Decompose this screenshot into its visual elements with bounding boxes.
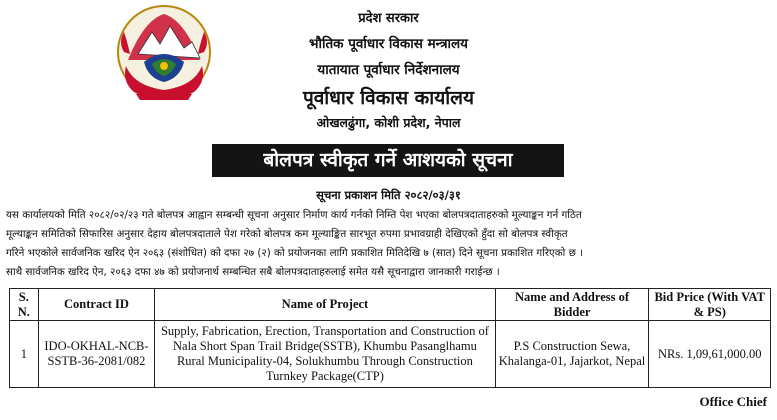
bid-table (9, 288, 771, 388)
header-bidder: Name and Address of Bidder (495, 289, 649, 321)
header-contract-id: Contract ID (38, 289, 155, 321)
office-chief-signoff: Office Chief (699, 394, 767, 409)
cell-project: Supply, Fabrication, Erection, Transportation and Construction of Nala Short Span Trail Bridge(SSTB), Khumbu Pasanglhamu Rural Municipality-04, Solukhumbu Through Construction Turnkey Package(CTP) (155, 321, 495, 388)
header-province-government: प्रदेश सरकार (358, 11, 419, 26)
header-office-name: पूर्वाधार विकास कार्यालय (302, 87, 475, 109)
cell-sn: 1 (10, 321, 39, 388)
header-directorate: यातायात पूर्वाधार निर्देशनालय (317, 62, 460, 78)
header-ministry: भौतिक पूर्वाधार विकास मन्त्रालय (308, 36, 469, 52)
notice-paragraph (6, 206, 772, 282)
cell-bid-price: NRs. 1,09,61,000.00 (649, 321, 771, 388)
notice-title-banner: बोलपत्र स्वीकृत गर्ने आशयको सूचना (212, 144, 564, 177)
paragraph-line: गरिने भएकोले सार्वजनिक खरिद ऐन २०६३ (संशोधित) को दफा २७ (२) को प्रयोजनका लागि प्रकाशित मितिदेखि ७ (सात) दिने सूचना प्रकाशित गरिएको छ । (6, 247, 583, 259)
cell-bidder: P.S Construction Sewa, Khalanga-01, Jajarkot, Nepal (495, 321, 649, 388)
header-sn: S. N. (10, 289, 39, 321)
header-bid-price: Bid Price (With VAT & PS) (649, 289, 771, 321)
cell-contract-id: IDO-OKHAL-NCB-SSTB-36-2081/082 (38, 321, 155, 388)
paragraph-line: साथै सार्वजनिक खरिद ऐन, २०६३ दफा ४७ को प्रयोजनार्थ सम्बन्धित सबै बोलपत्रदाताहरुलाई समेत यसै सूचनाद्वारा जानकारी गराईन्छ । (6, 266, 500, 278)
paragraph-line: यस कार्यालयको मिति २०८२/०२/२३ गते बोलपत्र आह्वान सम्बन्धी सूचना अनुसार निर्माण कार्य गर्नको निम्ति पेश भएका बोलपत्रदाताहरुको मूल्याङ्कन गर्न गठित (6, 209, 582, 221)
publication-date: सूचना प्रकाशन मिति २०८२/०३/३१ (316, 188, 461, 202)
header-address: ओखलढुंगा, कोशी प्रदेश, नेपाल (316, 115, 461, 130)
header-project: Name of Project (155, 289, 495, 321)
paragraph-line: मूल्याङ्कन समितिको सिफारिस अनुसार देहाय बोलपत्रदाताले पेश गरेको बोलपत्र कम मूल्याङ्कित सारभूत रुपमा प्रभावग्राही देखिएको हुँदा सो बोलपत्र स्वीकृत (6, 228, 568, 240)
table-header-row (10, 289, 771, 321)
table-row (10, 321, 771, 388)
